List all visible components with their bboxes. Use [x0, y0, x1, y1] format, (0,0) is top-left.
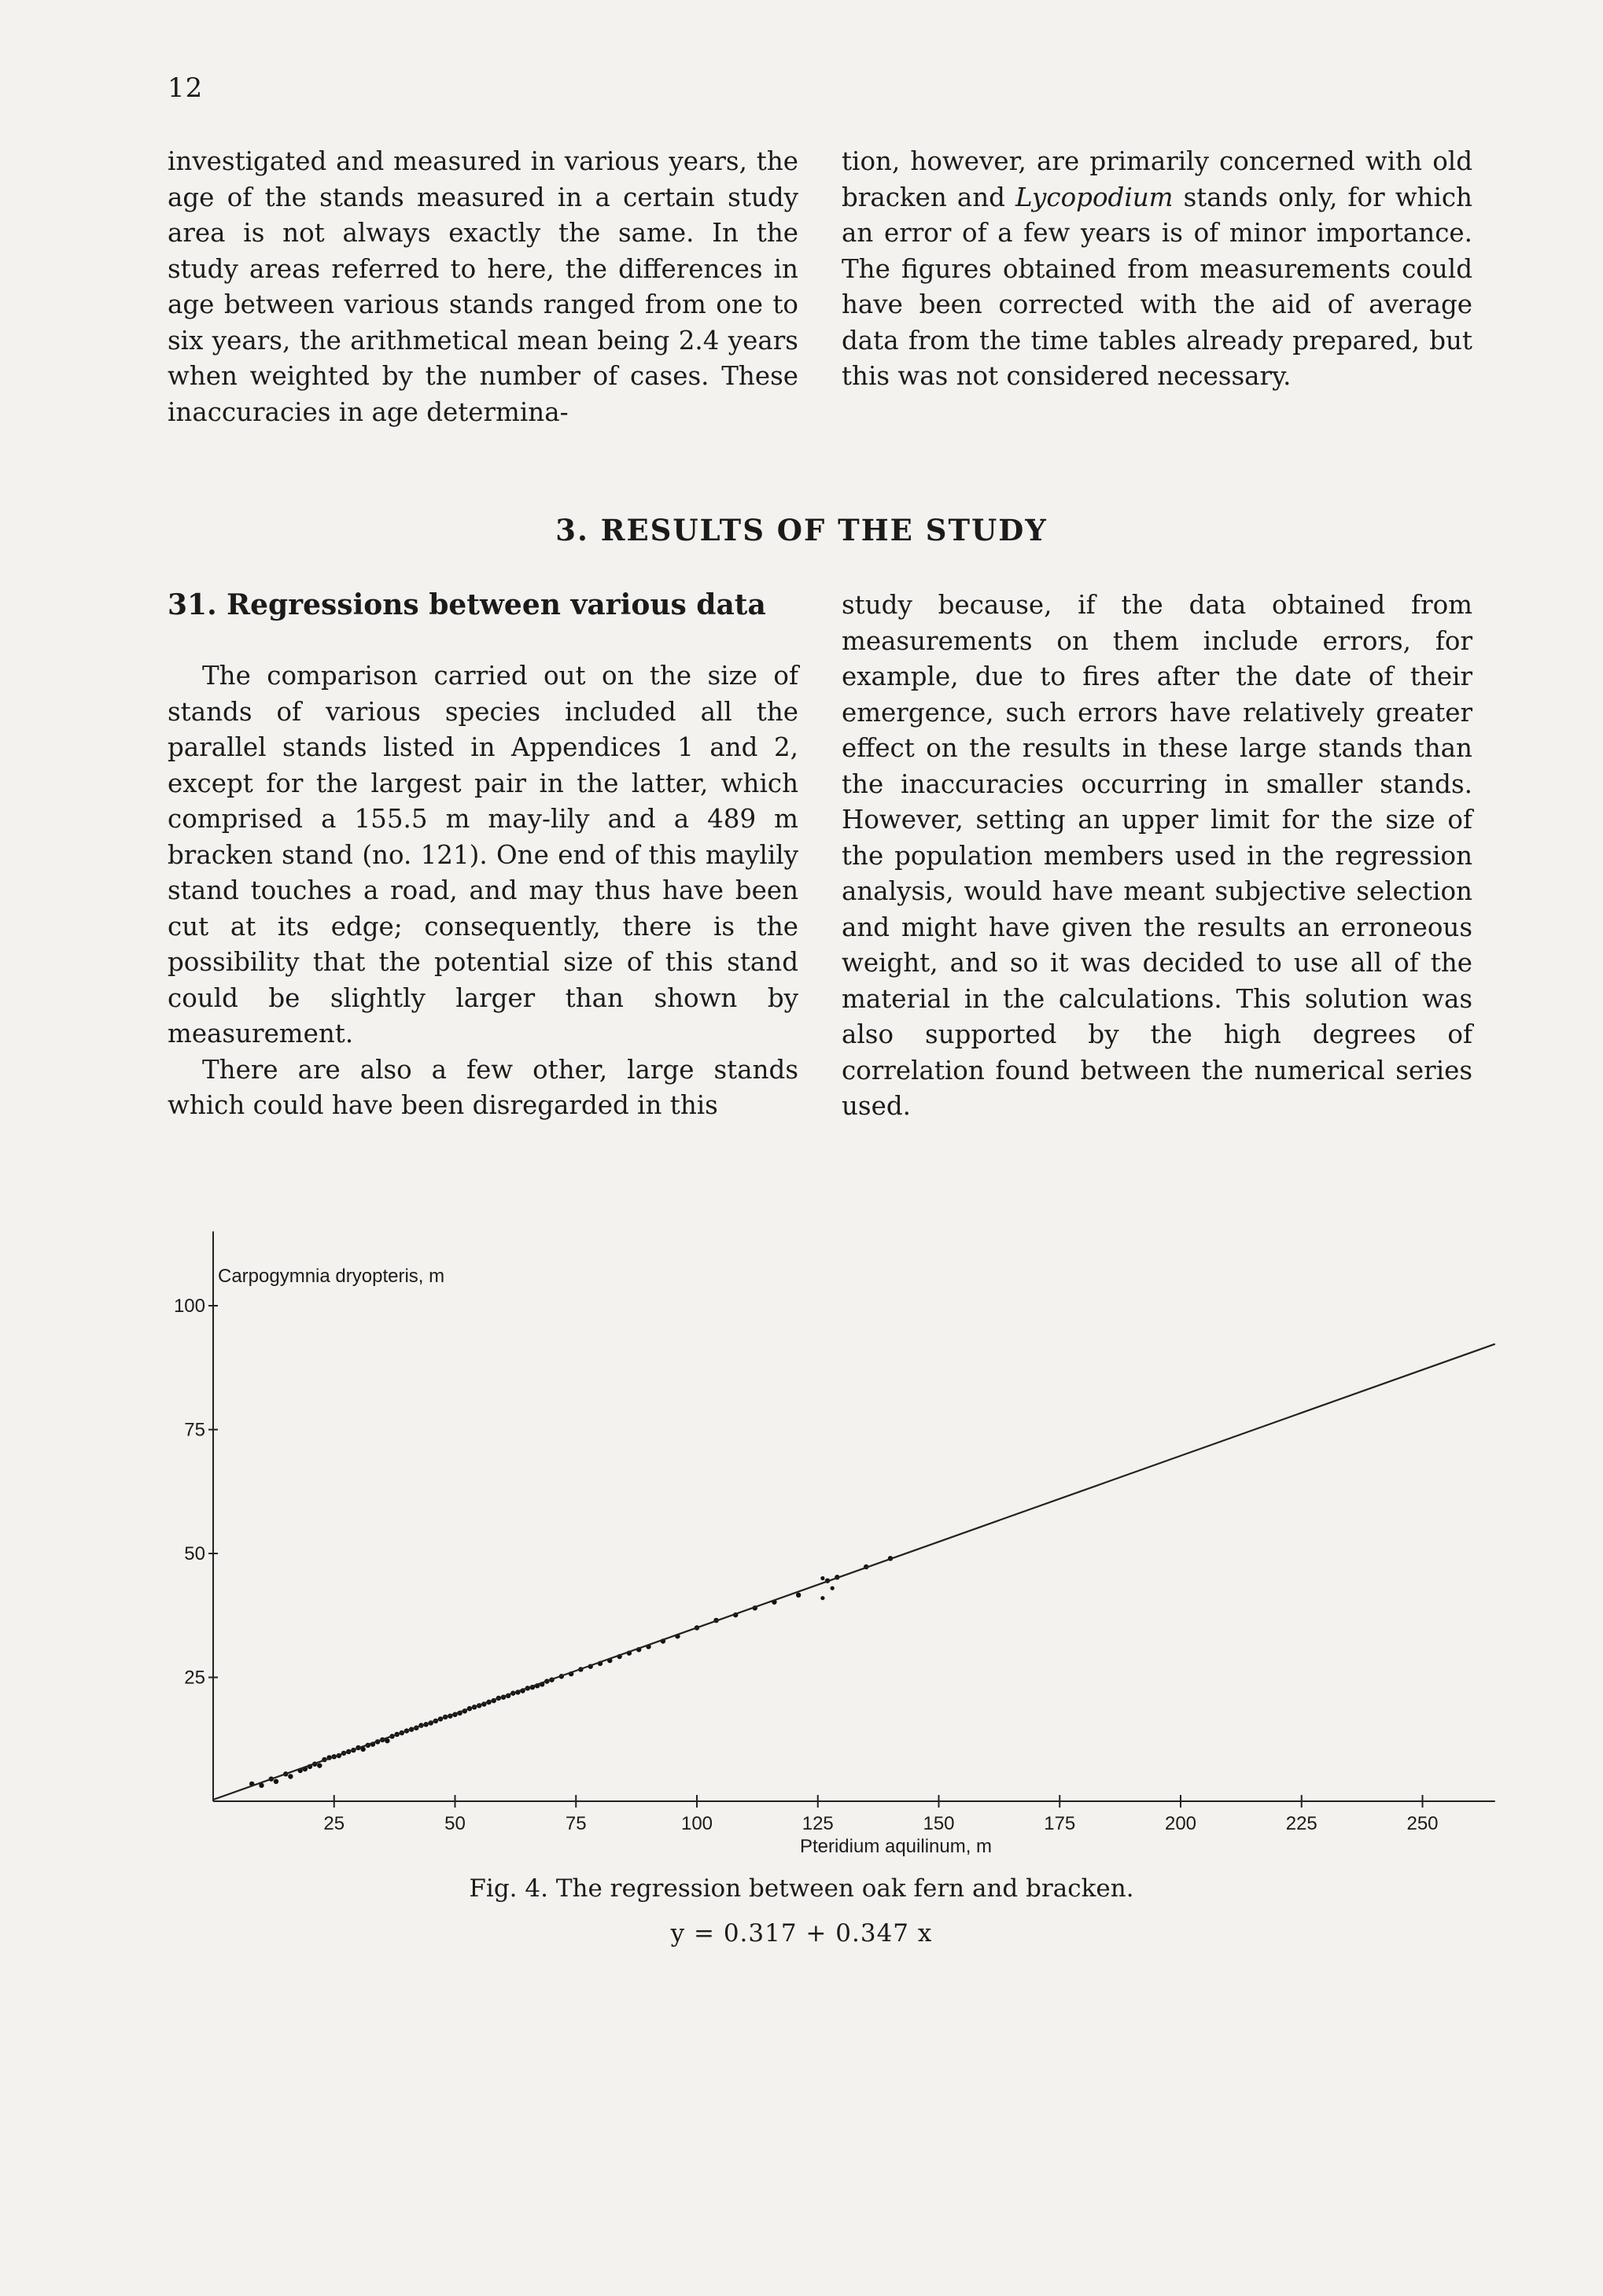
data-point — [462, 1708, 467, 1713]
data-point — [274, 1779, 278, 1784]
section-title: 3. RESULTS OF THE STUDY — [555, 513, 1048, 547]
data-point — [366, 1743, 370, 1748]
x-tick-label: 50 — [444, 1813, 466, 1834]
data-point — [308, 1764, 312, 1769]
data-point — [385, 1738, 389, 1743]
data-point — [535, 1683, 540, 1688]
paragraph — [842, 144, 1472, 395]
data-point — [607, 1658, 612, 1663]
data-point — [360, 1747, 365, 1752]
data-point — [617, 1654, 621, 1659]
x-tick-label: 150 — [923, 1813, 955, 1834]
data-point — [322, 1757, 326, 1762]
x-axis-label: Pteridium aquilinum, m — [799, 1836, 993, 1857]
data-point — [312, 1762, 317, 1767]
data-point — [395, 1732, 400, 1737]
paragraph: There are also a few other, large stands which could have been disregarded in this — [168, 1054, 798, 1120]
data-point — [530, 1685, 535, 1690]
x-tick-label: 125 — [802, 1813, 834, 1834]
paragraph-text: tion, however, are primarily concerned with old bracken and — [842, 146, 1472, 212]
data-point — [481, 1701, 486, 1706]
chart-points — [249, 1556, 893, 1788]
data-point — [540, 1682, 544, 1686]
data-point — [496, 1696, 501, 1701]
data-point — [486, 1700, 491, 1704]
data-point — [389, 1734, 394, 1738]
data-point — [492, 1698, 496, 1703]
x-tick-label: 175 — [1044, 1813, 1076, 1834]
y-tick-label: 25 — [184, 1667, 205, 1689]
data-point — [796, 1593, 801, 1598]
data-point — [356, 1745, 360, 1750]
data-point — [569, 1671, 573, 1676]
chart-axes — [213, 1232, 1495, 1802]
data-point — [549, 1677, 554, 1682]
data-point — [283, 1771, 288, 1776]
regression-equation: y = 0.317 + 0.347 x — [670, 1919, 933, 1948]
data-point — [661, 1638, 665, 1643]
data-point — [346, 1749, 351, 1754]
data-point — [337, 1753, 341, 1758]
data-point — [888, 1556, 893, 1561]
y-tick-label: 75 — [184, 1419, 205, 1441]
data-point — [820, 1576, 824, 1580]
data-point — [433, 1719, 438, 1723]
x-tick-label: 250 — [1406, 1813, 1439, 1834]
data-point — [636, 1647, 641, 1652]
y-tick-label: 50 — [184, 1543, 205, 1564]
data-point — [303, 1767, 308, 1771]
data-point — [559, 1674, 564, 1679]
data-point — [515, 1690, 520, 1694]
data-point — [733, 1612, 738, 1617]
text-column-bottom-left — [168, 658, 798, 1124]
data-point — [404, 1728, 409, 1733]
data-point — [477, 1703, 481, 1708]
data-point — [525, 1686, 530, 1690]
data-point — [695, 1625, 699, 1630]
data-point — [269, 1776, 274, 1781]
data-point — [598, 1661, 603, 1666]
text-column-top-right — [842, 144, 1472, 395]
data-point — [825, 1578, 830, 1583]
y-tick-label: 100 — [173, 1295, 205, 1317]
data-point — [501, 1695, 506, 1700]
data-point — [713, 1618, 718, 1623]
italic-species-name: Lycopodium — [1015, 182, 1174, 212]
x-tick-label: 225 — [1285, 1813, 1317, 1834]
data-point — [510, 1690, 515, 1695]
text-column-bottom-right — [842, 588, 1472, 1125]
data-point — [418, 1723, 423, 1727]
data-point — [831, 1587, 835, 1590]
data-point — [457, 1711, 462, 1716]
x-tick-label: 25 — [323, 1813, 345, 1834]
data-point — [298, 1768, 303, 1773]
paragraph: The comparison carried out on the size of stands of various species included all the parallel stands listed in Appendices 1 and 2, except for the largest pair in the latter, which comprised a 155.5 m may-lily and a 489 m bracken stand (no. 121). One end of this maylily stand touches a road, and may thus have been cut at its edge; consequently, there is the possibility that the potential size of this stand could be slightly larger than shown by measurement. — [168, 661, 798, 1048]
data-point — [467, 1706, 472, 1711]
regression-line — [213, 1344, 1495, 1800]
data-point — [544, 1679, 549, 1683]
data-point — [646, 1644, 650, 1649]
data-point — [380, 1738, 385, 1742]
data-point — [520, 1688, 525, 1693]
data-point — [409, 1727, 414, 1731]
data-point — [578, 1667, 583, 1671]
x-tick-label: 200 — [1164, 1813, 1197, 1834]
figure-caption: Fig. 4. The regression between oak fern and bracken. — [469, 1874, 1134, 1903]
data-point — [835, 1575, 839, 1579]
paragraph: study because, if the data obtained from measurements on them include errors, for example, due to fires after the date of their emergence, such errors have relatively greater effect on the results in these large stands than the inaccuracies occurring in smaller stands. However, setting an upper limit for the size of the population members used in the regression analysis, would have meant subjective selection and might have given the results an erroneous weight, and so it was decided to use all of the material in the calculations. This solution was also supported by the high degrees of correlation found between the numerical series used. — [842, 590, 1472, 1121]
data-point — [288, 1774, 293, 1778]
data-point — [249, 1782, 254, 1786]
x-tick-label: 75 — [565, 1813, 587, 1834]
data-point — [341, 1751, 346, 1756]
x-tick-label: 100 — [680, 1813, 713, 1834]
data-point — [351, 1748, 356, 1752]
page-number: 12 — [168, 72, 204, 104]
data-point — [772, 1600, 776, 1605]
data-point — [820, 1596, 824, 1600]
data-point — [259, 1783, 263, 1788]
data-point — [506, 1693, 510, 1698]
data-point — [443, 1715, 448, 1719]
data-point — [627, 1650, 632, 1655]
data-point — [332, 1754, 337, 1759]
data-point — [675, 1634, 680, 1638]
data-point — [753, 1605, 757, 1610]
chart-ticks — [174, 1295, 1439, 1834]
data-point — [429, 1720, 433, 1725]
data-point — [423, 1722, 428, 1727]
subsection-title: 31. Regressions between various data — [168, 588, 766, 621]
data-point — [864, 1564, 868, 1569]
data-point — [400, 1730, 404, 1735]
text-column-top-left — [168, 144, 798, 430]
data-point — [588, 1664, 593, 1668]
data-point — [414, 1726, 418, 1730]
y-axis-label: Carpogymnia dryopteris, m — [218, 1266, 445, 1287]
data-point — [370, 1741, 375, 1746]
data-point — [472, 1704, 477, 1709]
data-point — [375, 1739, 380, 1744]
data-point — [448, 1713, 452, 1718]
data-point — [317, 1763, 322, 1767]
data-point — [438, 1716, 443, 1721]
data-point — [326, 1755, 331, 1760]
paragraph: investigated and measured in various years, the age of the stands measured in a certain study area is not always exactly the same. In the study areas referred to here, the differences in age between various stands ranged from one to six years, the arithmetical mean being 2.4 years when weighted by the number of cases. These inaccuracies in age determina- — [168, 146, 798, 427]
paragraph-text: stands only, for which an error of a few years is of minor importance. The figures obtained from measurements could have been corrected with the aid of average data from the time tables already prepared, but this was not considered necessary. — [842, 182, 1472, 391]
data-point — [452, 1712, 457, 1717]
